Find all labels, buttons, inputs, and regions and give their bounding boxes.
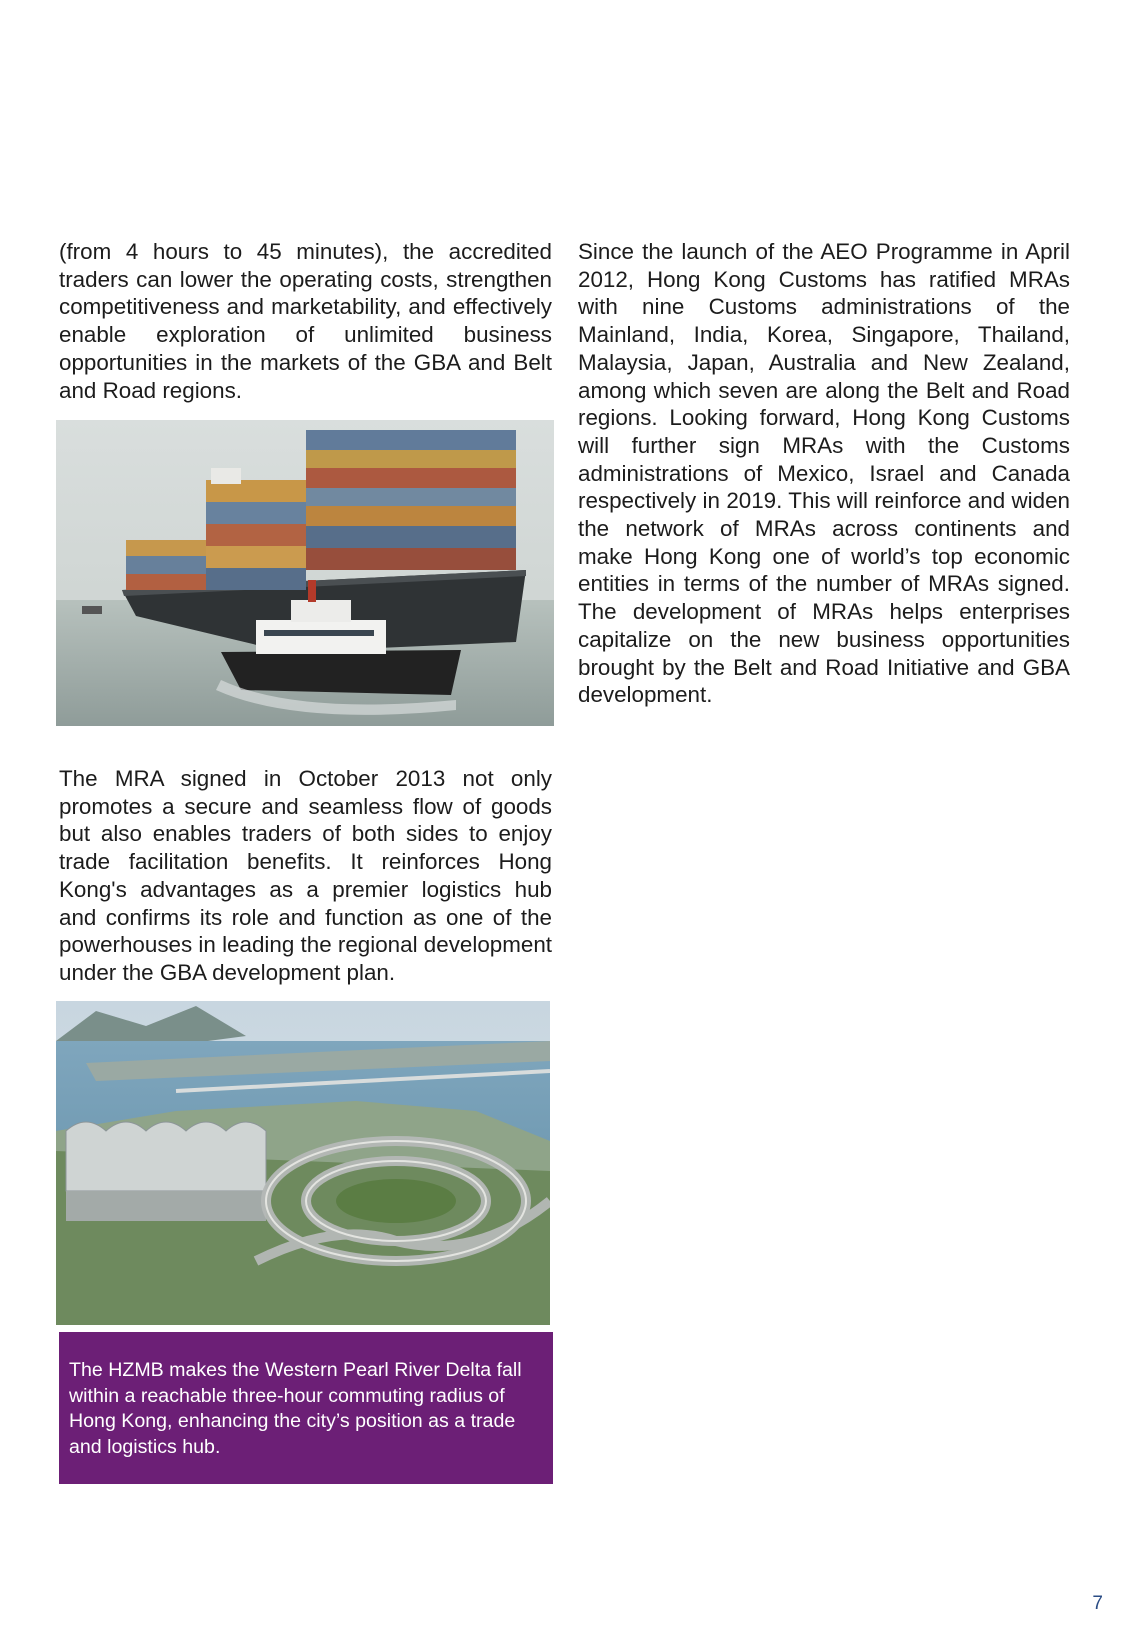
paragraph-aeo-programme: Since the launch of the AEO Programme in April 2012, Hong Kong Customs has ratified MRAs with nine Customs administrations of the Mainland, India, Korea, Singapore, Thailand, Malaysia, Japan, Australia and New Zealand, among which seven are along the Belt and Road regions. Looking forward, Hong Kong Customs will further sign MRAs with the Customs administrations of Mexico, Israel and Canada respectively in 2019. This will reinforce and widen the network of MRAs across continents and make Hong Kong one of world’s top economic entities in terms of the number of MRAs signed. The development of MRAs helps enterprises capitalize on the new business opportunities brought by the Belt and Road Initiative and GBA development. <box>578 239 1070 708</box>
photo-caption-box <box>59 1332 553 1484</box>
container-ship-photo <box>56 420 554 726</box>
photo-caption: The HZMB makes the Western Pearl River Delta fall within a reachable three-hour commuting radius of Hong Kong, enhancing the city’s position as a trade and logistics hub. <box>69 1359 522 1458</box>
paragraph-accredited-traders: (from 4 hours to 45 minutes), the accredited traders can lower the operating costs, strengthen competitiveness and marketability, and effectively enable exploration of unlimited business opportunities in the markets of the GBA and Belt and Road regions. <box>59 239 552 403</box>
hzmb-aerial-photo <box>56 1001 550 1325</box>
page-number: 7 <box>1092 1593 1103 1614</box>
paragraph-mra-october-2013: The MRA signed in October 2013 not only promotes a secure and seamless flow of goods but also enables traders of both sides to enjoy trade facilitation benefits. It reinforces Hong Kong's advantages as a premier logistics hub and confirms its role and function as one of the powerhouses in leading the regional development under the GBA development plan. <box>59 766 552 985</box>
